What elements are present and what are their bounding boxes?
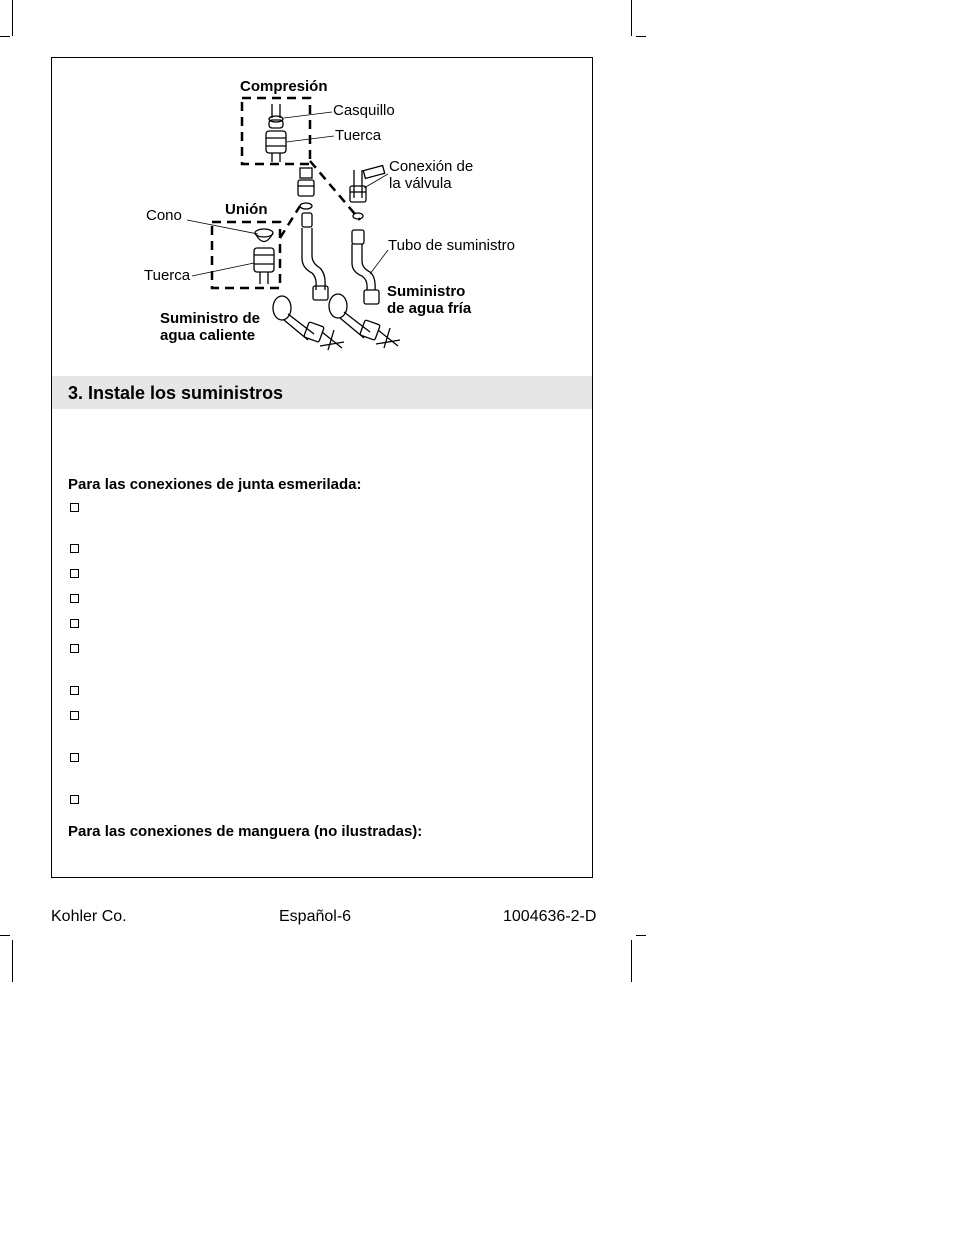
nut-label-left: Tuerca xyxy=(144,267,191,284)
hose-heading: Para las conexiones de manguera (no ilustradas): xyxy=(68,823,423,840)
crop-mark xyxy=(12,0,13,36)
ferrule-label: Casquillo xyxy=(333,102,395,119)
supply-installation-figure xyxy=(52,58,592,376)
ground-joint-heading: Para las conexiones de junta esmerilada: xyxy=(68,476,362,493)
crop-mark xyxy=(0,36,10,37)
compression-label: Compresión xyxy=(240,78,328,95)
crop-mark xyxy=(631,940,632,982)
step-checkbox[interactable] xyxy=(70,569,79,578)
step-checkbox[interactable] xyxy=(70,544,79,553)
crop-mark xyxy=(0,935,10,936)
crop-mark xyxy=(12,940,13,982)
footer-page-number: Español-6 xyxy=(279,908,352,925)
nut-label-top: Tuerca xyxy=(335,127,382,144)
supply-diagram xyxy=(52,58,592,376)
section-title: 3. Instale los suministros xyxy=(68,383,284,403)
crop-mark xyxy=(636,36,646,37)
step-checkbox[interactable] xyxy=(70,753,79,762)
step-checkbox[interactable] xyxy=(70,795,79,804)
instruction-panel xyxy=(51,57,593,878)
union-label: Unión xyxy=(225,201,268,218)
step-checkbox[interactable] xyxy=(70,644,79,653)
step-checkbox[interactable] xyxy=(70,503,79,512)
cold-supply-label: Suministro de agua fría xyxy=(387,283,472,317)
crop-mark xyxy=(631,0,632,36)
hot-supply-label: Suministro de agua caliente xyxy=(160,310,261,344)
section-header xyxy=(52,376,592,409)
step-checkbox[interactable] xyxy=(70,619,79,628)
cone-label: Cono xyxy=(146,207,182,224)
step-checkbox[interactable] xyxy=(70,594,79,603)
step-checkbox[interactable] xyxy=(70,686,79,695)
crop-mark xyxy=(636,935,646,936)
step-checkbox[interactable] xyxy=(70,711,79,720)
supply-tube-label: Tubo de suministro xyxy=(388,237,516,254)
footer-company: Kohler Co. xyxy=(51,908,127,925)
footer-doc-number: 1004636-2-D xyxy=(503,908,597,925)
valve-connection-label: Conexión de la válvula xyxy=(389,158,474,192)
